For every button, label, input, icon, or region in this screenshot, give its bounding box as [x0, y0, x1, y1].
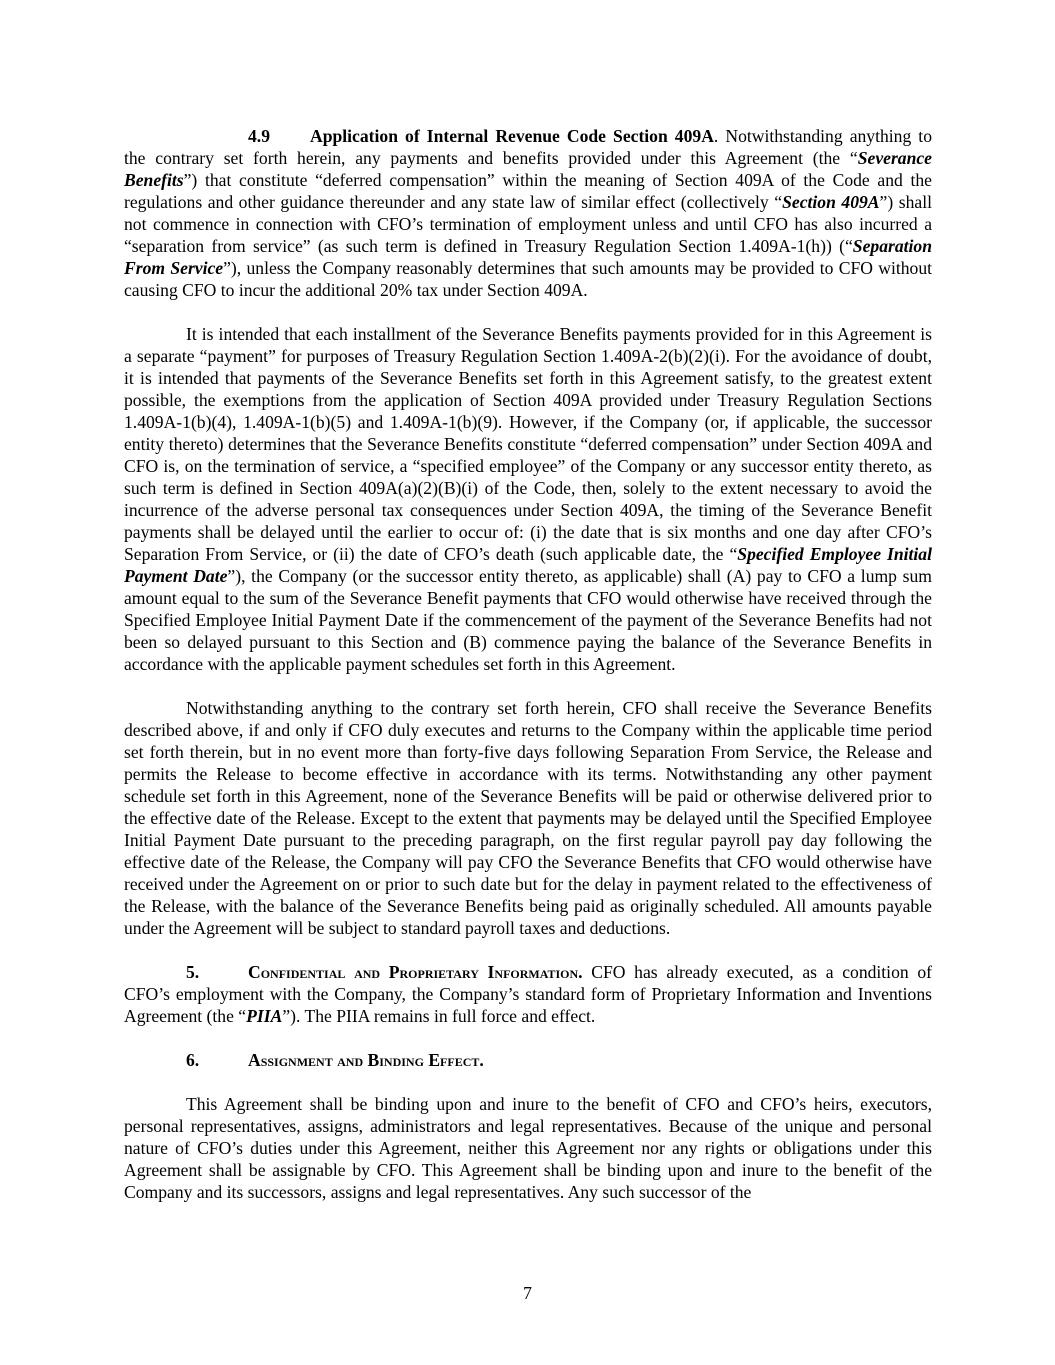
- body-text: ”), the Company (or the successor entity thereto, as applicable) shall (A) pay to CFO a lump sum amount equal to the sum of the Severance Benefit payments that CFO would otherwise have received through the Specified Employee Initial Payment Date if the commencement of the payment of the Severance Benefits had not been so delayed pursuant to this Section and (B) commence paying the balance of the Severance Benefits in accordance with the applicable payment schedules set forth in this Agreement.: [124, 566, 932, 674]
- section-6-heading: [124, 1049, 932, 1071]
- paragraph-installment: [124, 323, 932, 675]
- defined-term: Section 409A: [782, 192, 880, 212]
- section-title: Assignment and Binding Effect.: [248, 1050, 484, 1070]
- body-text: CFO has already executed, as a condition of CFO’s employment with the Company, the Company’s standard form of Proprietary Information and Inventions Agreement (the “: [124, 962, 933, 1026]
- section-number: 4.9: [248, 126, 270, 146]
- section-title: Application of Internal Revenue Code Section 409A: [310, 126, 714, 146]
- page-number: 7: [523, 1283, 532, 1303]
- body-text: ”). The PIIA remains in full force and effect.: [282, 1006, 596, 1026]
- body-text: ”) that constitute “deferred compensation” within the meaning of Section 409A of the Code and the regulations and other guidance thereunder and any state law of similar effect (collectively “: [124, 170, 932, 212]
- body-text: ”), unless the Company reasonably determines that such amounts may be provided to CFO without causing CFO to incur the additional 20% tax under Section 409A.: [124, 258, 933, 300]
- body-text: ”) shall not commence in connection with CFO’s termination of employment unless and until CFO has also incurred a “separation from service” (as such term is defined in Treasury Regulation Section 1.409A-1(h)) (“: [124, 192, 932, 256]
- defined-term: Specified Employee Initial Payment Date: [124, 544, 932, 586]
- body-text: . Notwithstanding anything to the contrary set forth herein, any payments and benefits provided under this Agreement (the “: [124, 126, 932, 168]
- section-5: [124, 961, 932, 1027]
- paragraph-release: Notwithstanding anything to the contrary set forth herein, CFO shall receive the Severance Benefits described above, if and only if CFO duly executes and returns to the Company within the applicable time period set forth therein, but in no event more than forty-five days following Separation From Service, the Release and permits the Release to become effective in accordance with its terms. Notwithstanding any other payment schedule set forth in this Agreement, none of the Severance Benefits will be paid or otherwise delivered prior to the effective date of the Release. Except to the extent that payments may be delayed until the Specified Employee Initial Payment Date pursuant to the preceding paragraph, on the first regular payroll pay day following the effective date of the Release, the Company will pay CFO the Severance Benefits that CFO would otherwise have received under the Agreement on or prior to such date but for the delay in payment related to the effectiveness of the Release, with the balance of the Severance Benefits being paid as originally scheduled. All amounts payable under the Agreement will be subject to standard payroll taxes and deductions.: [124, 698, 932, 938]
- defined-term: Severance Benefits: [124, 148, 932, 190]
- document-page: [124, 125, 932, 1203]
- section-number: 6.: [186, 1050, 200, 1070]
- paragraph-binding: This Agreement shall be binding upon and inure to the benefit of CFO and CFO’s heirs, executors, personal representatives, assigns, administrators and legal representatives. Because of the unique and personal nature of CFO’s duties under this Agreement, neither this Agreement nor any rights or obligations under this Agreement shall be assignable by CFO. This Agreement shall be binding upon and inure to the benefit of the Company and its successors, assigns and legal representatives. Any such successor of the: [124, 1094, 932, 1202]
- section-number: 5.: [186, 962, 200, 982]
- section-4-9: [124, 125, 932, 301]
- defined-term: Separation From Service: [124, 236, 932, 278]
- defined-term: PIIA: [246, 1006, 283, 1026]
- section-title: Confidential and Proprietary Information.: [248, 962, 583, 982]
- body-text: It is intended that each installment of the Severance Benefits payments provided for in this Agreement is a separate “payment” for purposes of Treasury Regulation Section 1.409A-2(b)(2)(i). For the avoidance of doubt, it is intended that payments of the Severance Benefits set forth in this Agreement satisfy, to the greatest extent possible, the exemptions from the application of Section 409A provided under Treasury Regulation Sections 1.409A-1(b)(4), 1.409A-1(b)(5) and 1.409A-1(b)(9). However, if the Company (or, if applicable, the successor entity thereto) determines that the Severance Benefits constitute “deferred compensation” under Section 409A and CFO is, on the termination of service, a “specified employee” of the Company or any successor entity thereto, as such term is defined in Section 409A(a)(2)(B)(i) of the Code, then, solely to the extent necessary to avoid the incurrence of the adverse personal tax consequences under Section 409A, the timing of the Severance Benefit payments shall be delayed until the earlier to occur of: (i) the date that is six months and one day after CFO’s Separation From Service, or (ii) the date of CFO’s death (such applicable date, the “: [124, 324, 932, 564]
